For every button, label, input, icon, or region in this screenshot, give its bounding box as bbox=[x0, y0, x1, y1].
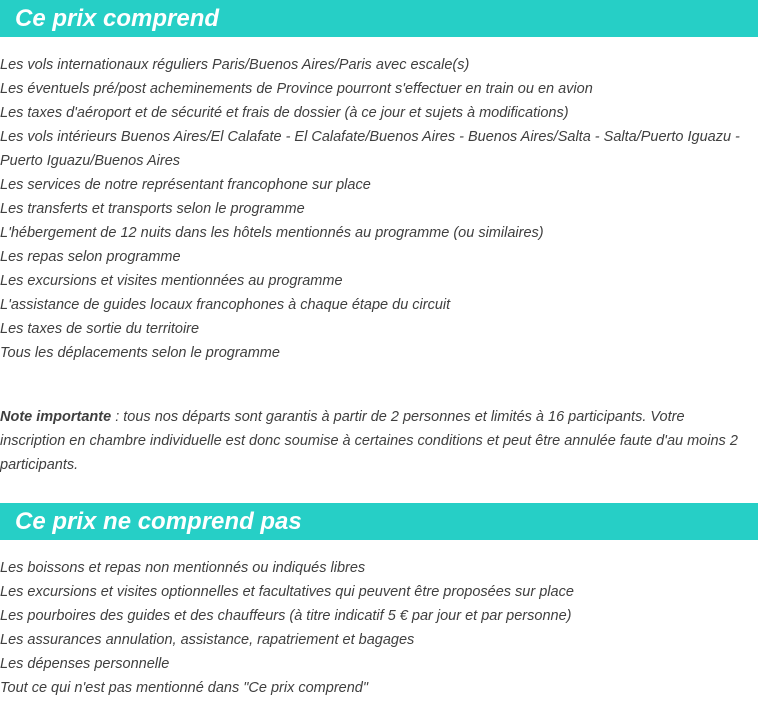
note-text: : tous nos départs sont garantis à partir de 2 personnes et limités à 16 participants. Votre inscription en chambre individuelle est donc soumise à certaines conditions et peut être annulée faute d'au moins 2 participants. bbox=[0, 409, 738, 473]
list-item: Les boissons et repas non mentionnés ou indiqués libres bbox=[0, 560, 366, 576]
list-item: Les excursions et visites optionnelles et facultatives qui peuvent être proposées sur place bbox=[0, 584, 574, 600]
list-item: Les taxes de sortie du territoire bbox=[0, 321, 200, 337]
list-item: Les taxes d'aéroport et de sécurité et frais de dossier (à ce jour et sujets à modifications) bbox=[0, 105, 569, 121]
list-item: Les vols intérieurs Buenos Aires/El Calafate - El Calafate/Buenos Aires - Buenos Aires/Salta - Salta/Puerto Iguazu - Puerto Iguazu/Buenos Aires bbox=[0, 129, 740, 169]
list-item: Les excursions et visites mentionnées au programme bbox=[0, 273, 343, 289]
excluded-section-title: Ce prix ne comprend pas bbox=[0, 503, 758, 540]
included-list bbox=[0, 53, 750, 365]
list-item: Tous les déplacements selon le programme bbox=[0, 345, 280, 361]
list-item: Les vols internationaux réguliers Paris/Buenos Aires/Paris avec escale(s) bbox=[0, 57, 470, 73]
list-item: Les dépenses personnelle bbox=[0, 656, 170, 672]
list-item: Les transferts et transports selon le programme bbox=[0, 201, 305, 217]
list-item: L'hébergement de 12 nuits dans les hôtels mentionnés au programme (ou similaires) bbox=[0, 225, 544, 241]
included-section-title: Ce prix comprend bbox=[0, 0, 758, 37]
list-item: Les services de notre représentant francophone sur place bbox=[0, 177, 371, 193]
note-label: Note importante bbox=[0, 409, 112, 425]
important-note bbox=[0, 405, 752, 477]
list-item: Les éventuels pré/post acheminements de Province pourront s'effectuer en train ou en avion bbox=[0, 81, 593, 97]
list-item: L'assistance de guides locaux francophones à chaque étape du circuit bbox=[0, 297, 451, 313]
excluded-list bbox=[0, 556, 750, 700]
list-item: Les pourboires des guides et des chauffeurs (à titre indicatif 5 € par jour et par personne) bbox=[0, 608, 572, 624]
list-item: Les repas selon programme bbox=[0, 249, 181, 265]
list-item: Les assurances annulation, assistance, rapatriement et bagages bbox=[0, 632, 415, 648]
list-item: Tout ce qui n'est pas mentionné dans "Ce prix comprend" bbox=[0, 680, 368, 696]
